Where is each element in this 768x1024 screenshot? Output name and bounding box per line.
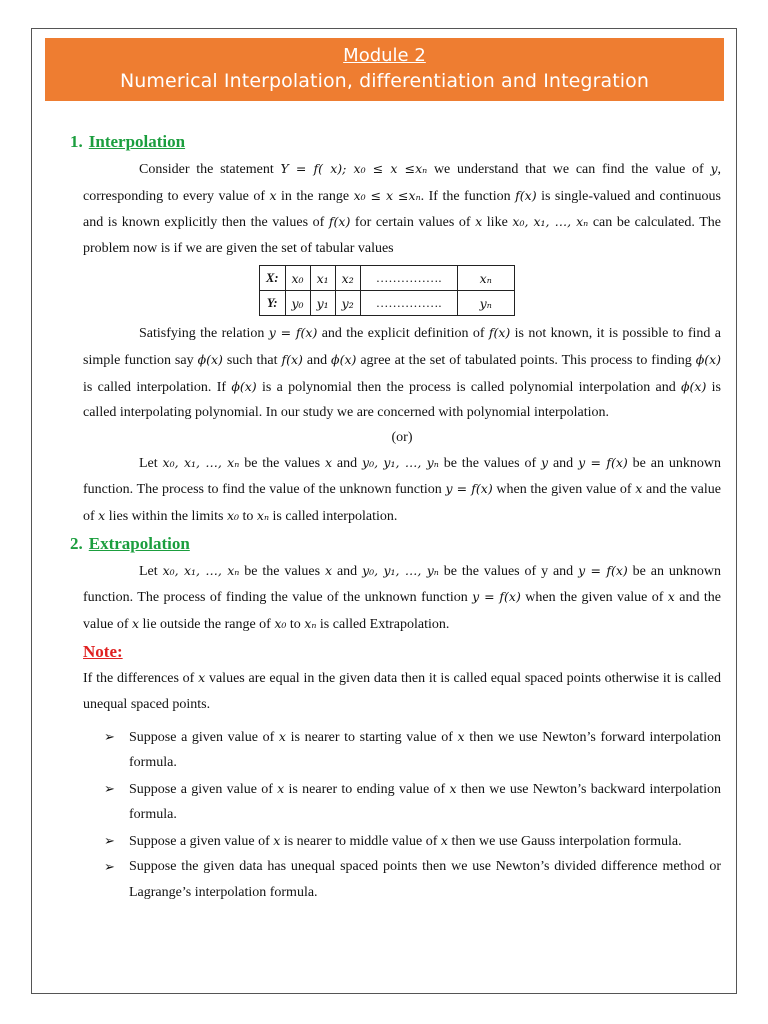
list-item-text: Suppose a given value of x is nearer to starting value of x then we use Newton’s forward interpolation formula.	[129, 728, 721, 771]
math-expression: xₙ	[304, 615, 317, 631]
list-item-text: Suppose a given value of x is nearer to middle value of x then we use Gauss interpolation formula.	[129, 832, 682, 849]
math-expression: x₀, x₁, …, xₙ	[162, 454, 240, 470]
math-expression: y = f(x)	[472, 589, 521, 605]
list-item	[83, 724, 721, 776]
math-expression: f(x)	[328, 214, 351, 230]
table-row-label: Y:	[260, 291, 286, 316]
math-expression: x	[635, 481, 643, 497]
math-expression: Y = f( x); x₀ ≤ x ≤xₙ	[280, 161, 428, 176]
extrapolation-paragraph: Let x₀, x₁, …, xₙ be the values x and y₀, y₁, …, yₙ be the values of y and y = f(x) be an unknown function. The process of finding the value of the unknown function y = f(x) when the given value of x and the value of x lie outside the range of x₀ to xₙ is called Extrapolation.	[83, 562, 721, 632]
math-expression: y = f(x)	[578, 562, 628, 578]
note-heading: Note:	[83, 642, 123, 662]
math-expression: f(x)	[281, 351, 303, 367]
table-row-x	[260, 266, 515, 291]
math-expression: x	[324, 454, 333, 470]
math-expression: x	[440, 832, 448, 848]
math-expression: ϕ(x)	[695, 351, 722, 367]
table-row-label: X:	[260, 266, 286, 291]
or-separator: (or)	[391, 429, 413, 445]
table-cell: y₂	[335, 291, 360, 316]
section-title: Extrapolation	[88, 533, 190, 553]
math-expression: x	[457, 728, 465, 744]
section-number: 1.	[70, 132, 83, 151]
note-intro: If the differences of x values are equal in the given data then it is called equal spaced points otherwise it is called unequal spaced points.	[83, 670, 721, 712]
math-expression: x	[198, 670, 206, 686]
math-expression: x₀, x₁, …, xₙ	[162, 562, 240, 578]
arrow-bullet-icon: ➢	[104, 859, 115, 875]
arrow-bullet-icon: ➢	[104, 728, 115, 744]
note-bullet-list	[83, 724, 721, 906]
math-expression: x	[475, 214, 483, 230]
math-expression: x	[98, 507, 106, 523]
arrow-bullet-icon: ➢	[104, 780, 115, 796]
list-item	[83, 854, 721, 905]
math-expression: x	[269, 187, 277, 203]
table-cell: y₀	[285, 291, 310, 316]
list-item-text: Suppose a given value of x is nearer to ending value of x then we use Newton’s backward interpolation formula.	[129, 780, 721, 823]
section-heading-interpolation	[70, 128, 721, 156]
section-number: 2.	[70, 533, 83, 553]
math-expression: f(x)	[515, 187, 537, 203]
math-expression: x	[278, 728, 286, 744]
tabular-values-table	[259, 265, 515, 316]
math-expression: xₙ	[256, 507, 270, 523]
list-item	[83, 776, 721, 828]
math-expression: y	[710, 161, 718, 176]
math-expression: y = f(x)	[445, 481, 493, 497]
module-header-banner	[45, 38, 724, 101]
document-body	[70, 128, 722, 906]
math-expression: x₀, x₁, …, xₙ	[512, 214, 589, 230]
math-expression: y	[541, 454, 549, 470]
section-heading-extrapolation	[70, 530, 721, 558]
table-cell: yₙ	[457, 291, 514, 316]
arrow-bullet-icon: ➢	[104, 832, 115, 848]
math-expression: y = f(x)	[578, 454, 628, 470]
math-expression: x₀	[226, 507, 240, 523]
list-item-text: Suppose the given data has unequal spaced points then we use Newton’s divided difference method or Lagrange’s interpolation formula.	[129, 859, 721, 901]
math-expression: f(x)	[488, 325, 511, 341]
list-item	[83, 828, 721, 855]
table-row-y	[260, 291, 515, 316]
table-cell: xₙ	[457, 266, 514, 291]
math-expression: x₀ ≤ x ≤xₙ	[353, 187, 421, 203]
math-expression: x	[273, 832, 281, 848]
table-cell: …………….	[360, 266, 457, 291]
math-expression: ϕ(x)	[681, 378, 707, 394]
table-cell: …………….	[360, 291, 457, 316]
math-expression: x	[449, 780, 457, 796]
interpolation-paragraph-3: Let x₀, x₁, …, xₙ be the values x and y₀, y₁, …, yₙ be the values of y and y = f(x) be an unknown function. The process to find the value of the unknown function y = f(x) when the given value of x and the value of x lies within the limits x₀ to xₙ is called interpolation.	[83, 454, 721, 524]
math-expression: ϕ(x)	[331, 351, 357, 367]
math-expression: x	[667, 589, 675, 605]
table-cell: x₂	[335, 266, 360, 291]
table-cell: x₁	[310, 266, 335, 291]
table-cell: y₁	[310, 291, 335, 316]
math-expression: y₀, y₁, …, yₙ	[362, 454, 439, 470]
math-expression: ϕ(x)	[231, 378, 257, 394]
section-title: Interpolation	[88, 132, 186, 151]
interpolation-paragraph-1: Consider the statement Y = f( x); x₀ ≤ x ≤xₙ we understand that we can find the value of y, corresponding to every value of x in the range x₀ ≤ x ≤xₙ. If the function f(x) is single-valued and continuous and is known explicitly then the values of f(x) for certain values of x like x₀, x₁, …, xₙ can be calculated. The problem now is if we are given the set of tabular values	[83, 161, 722, 256]
interpolation-paragraph-2: Satisfying the relation y = f(x) and the explicit definition of f(x) is not known, it is possible to find a simple function say ϕ(x) such that f(x) and ϕ(x) agree at the set of tabulated points. This process to finding ϕ(x) is called interpolation. If ϕ(x) is a polynomial then the process is called polynomial interpolation and ϕ(x) is called interpolating polynomial. In our study we are concerned with polynomial interpolation.	[83, 325, 722, 421]
module-number: Module 2	[343, 45, 426, 66]
math-expression: y₀, y₁, …, yₙ	[362, 562, 439, 578]
math-expression: x	[277, 780, 285, 796]
math-expression: x₀	[274, 615, 287, 631]
math-expression: ϕ(x)	[197, 351, 223, 367]
module-title: Numerical Interpolation, differentiation and Integration	[119, 70, 650, 92]
math-expression: x	[131, 615, 140, 631]
math-expression: y = f(x)	[268, 325, 318, 341]
table-cell: x₀	[285, 266, 310, 291]
math-expression: x	[324, 562, 333, 578]
